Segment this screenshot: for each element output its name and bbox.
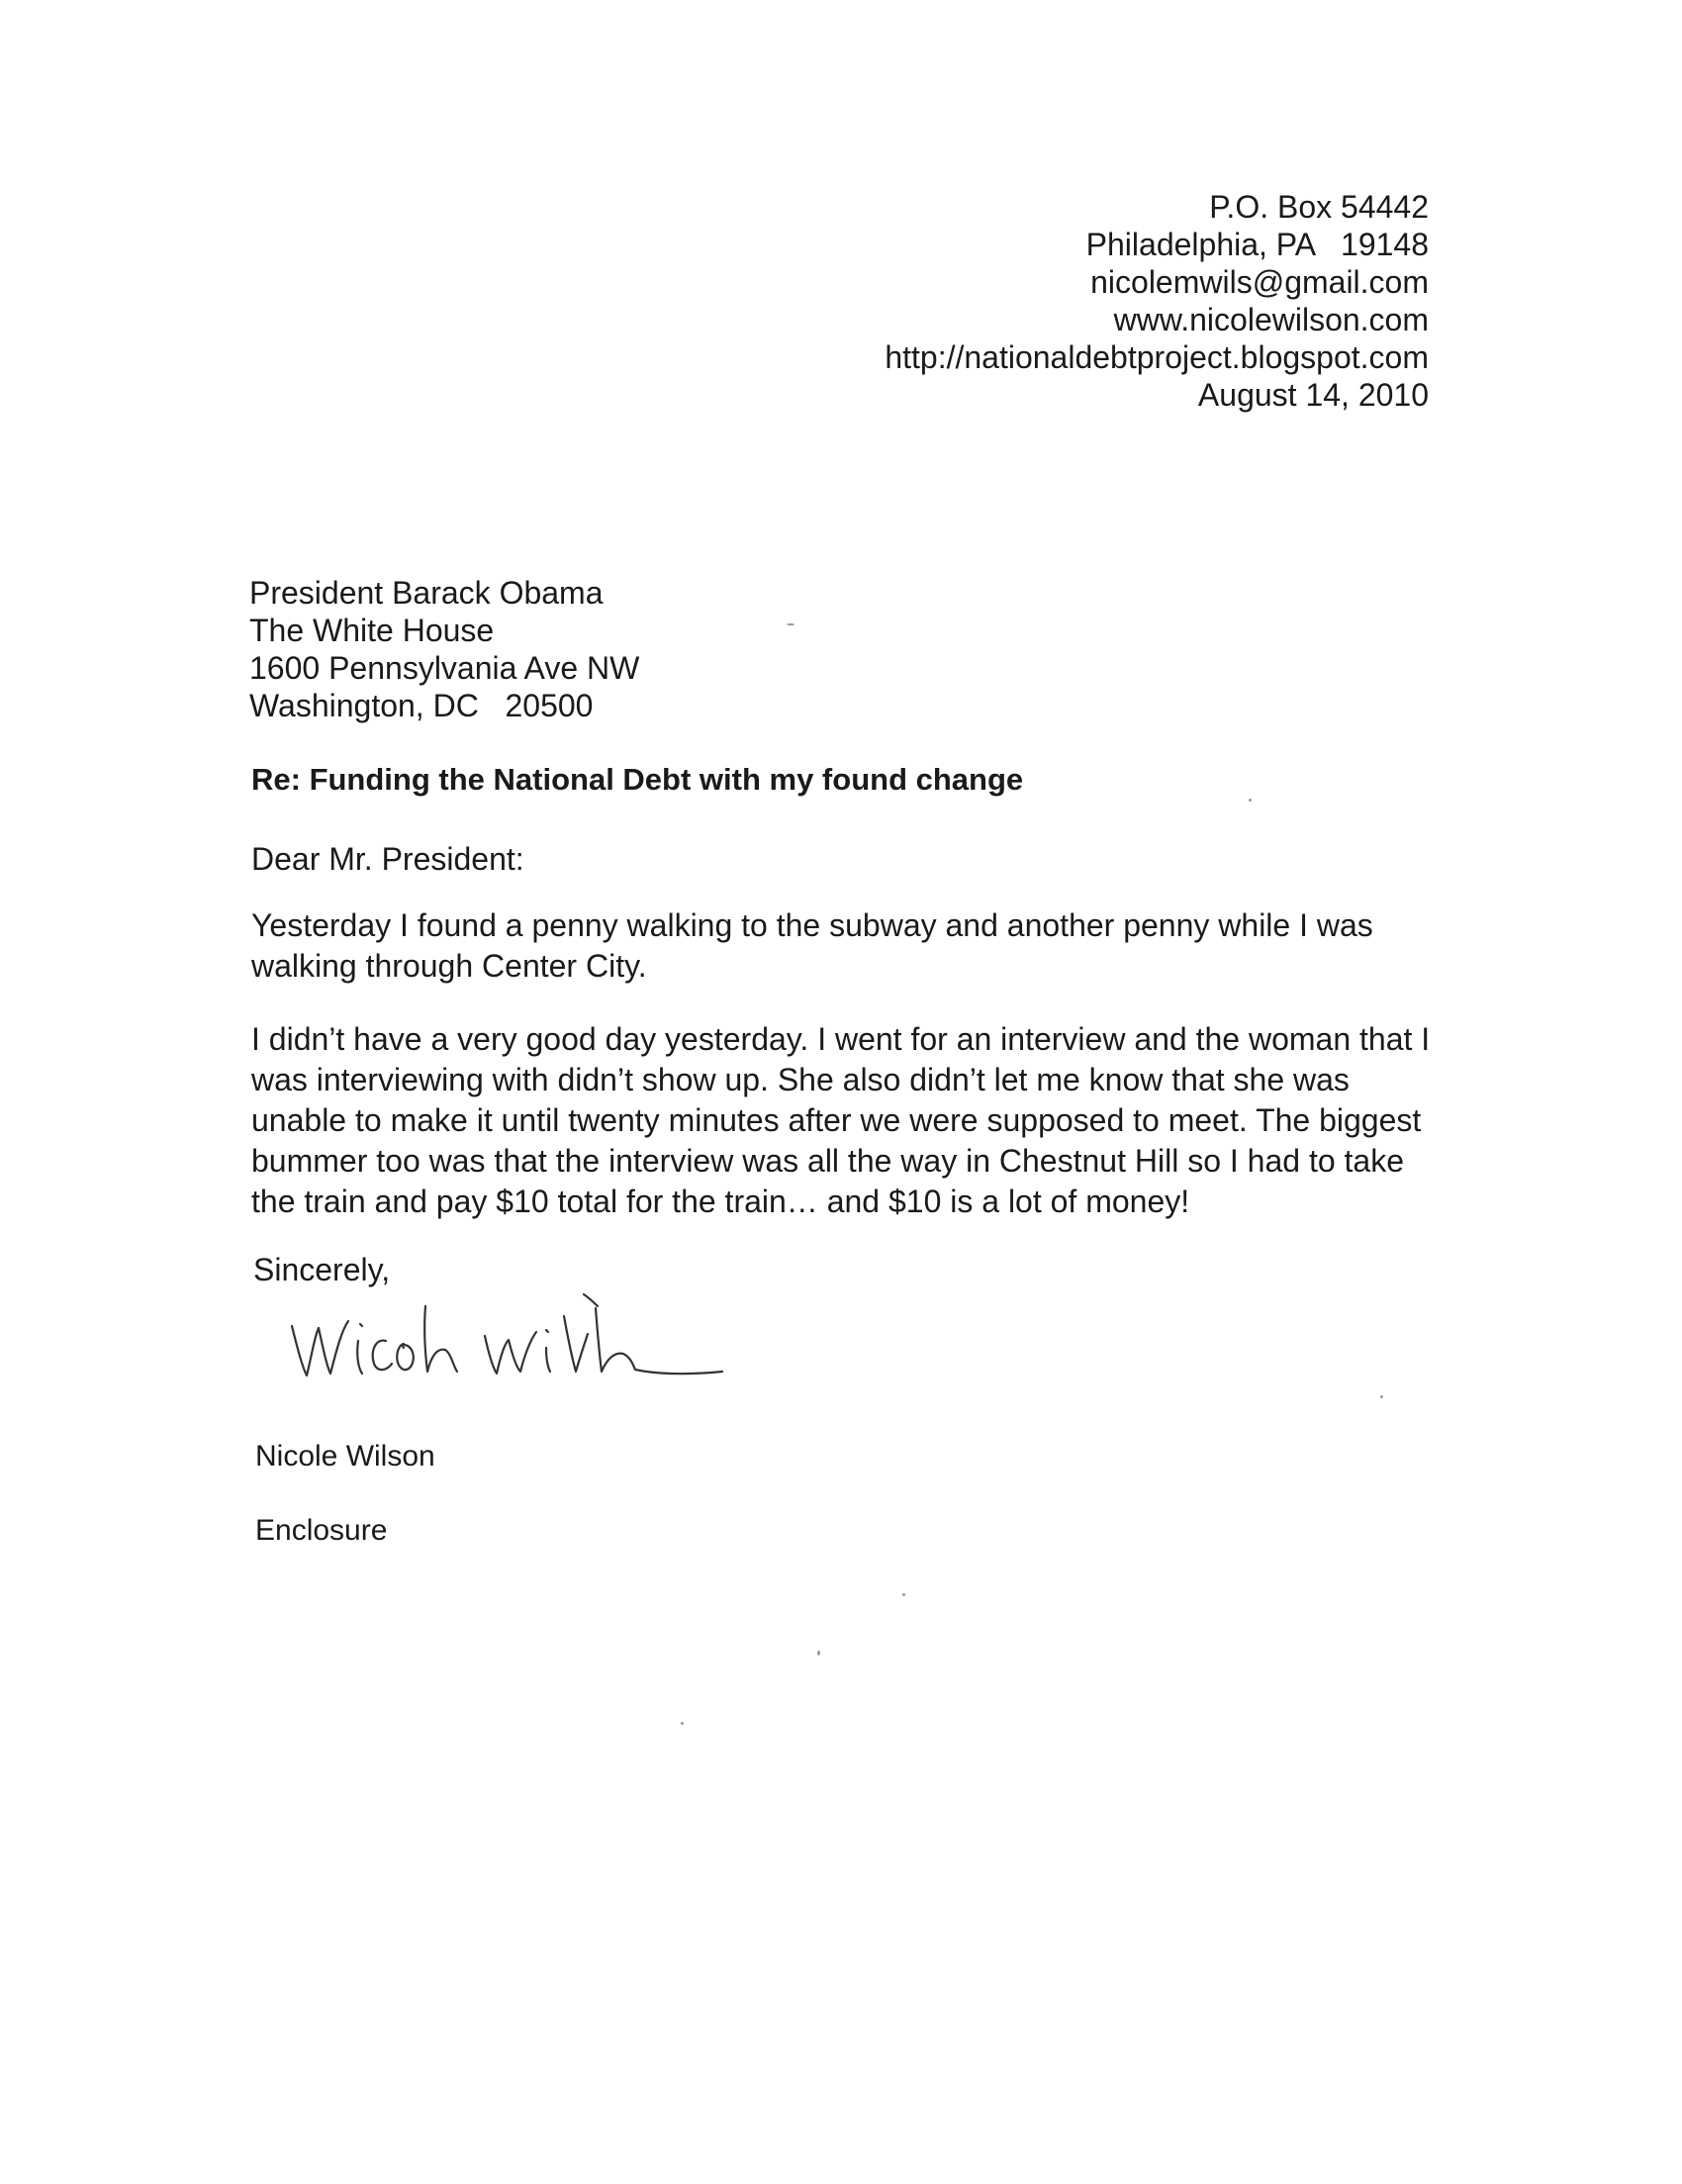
recipient-street: 1600 Pennsylvania Ave NW — [249, 650, 640, 686]
recipient-organization: The White House — [249, 613, 495, 648]
salutation: Dear Mr. President: — [251, 841, 524, 877]
subject-line: Re: Funding the National Debt with my found change — [251, 762, 1024, 797]
enclosure-note: Enclosure — [255, 1514, 388, 1547]
scan-speck — [902, 1593, 905, 1596]
sender-email: nicolemwils@gmail.com — [1090, 264, 1429, 300]
recipient-city-state-zip: Washington, DC 20500 — [249, 688, 594, 723]
scan-speck — [787, 623, 794, 625]
closing: Sincerely, — [253, 1252, 391, 1287]
scan-speck — [1380, 1395, 1383, 1398]
sender-address-block — [885, 188, 1429, 414]
scan-speck — [681, 1722, 684, 1725]
letter-date: August 14, 2010 — [1197, 377, 1429, 413]
sender-blog-url: http://nationaldebtproject.blogspot.com — [885, 339, 1429, 375]
scan-speck — [817, 1651, 820, 1656]
sender-website: www.nicolewilson.com — [1113, 302, 1429, 337]
recipient-name: President Barack Obama — [249, 575, 604, 611]
handwritten-signature — [287, 1286, 801, 1395]
body-paragraph-1: Yesterday I found a penny walking to the subway and another penny while I was walking through Center City. — [251, 907, 1373, 984]
sender-po-box: P.O. Box 54442 — [1209, 189, 1429, 225]
recipient-address-block — [249, 574, 639, 724]
signer-name: Nicole Wilson — [255, 1440, 435, 1472]
scan-speck — [1249, 799, 1252, 802]
sender-city-state-zip: Philadelphia, PA 19148 — [1085, 227, 1429, 262]
body-paragraph-2: I didn’t have a very good day yesterday. I went for an interview and the woman that I was interviewing with didn’t show up. She also didn’t let me know that she was unable to make it until twenty minutes after we were supposed to meet. The biggest bummer too was that the interview was all the way in Chestnut Hill so I had to take the train and pay $10 total for the train… and $10 is a lot of money! — [251, 1021, 1431, 1219]
